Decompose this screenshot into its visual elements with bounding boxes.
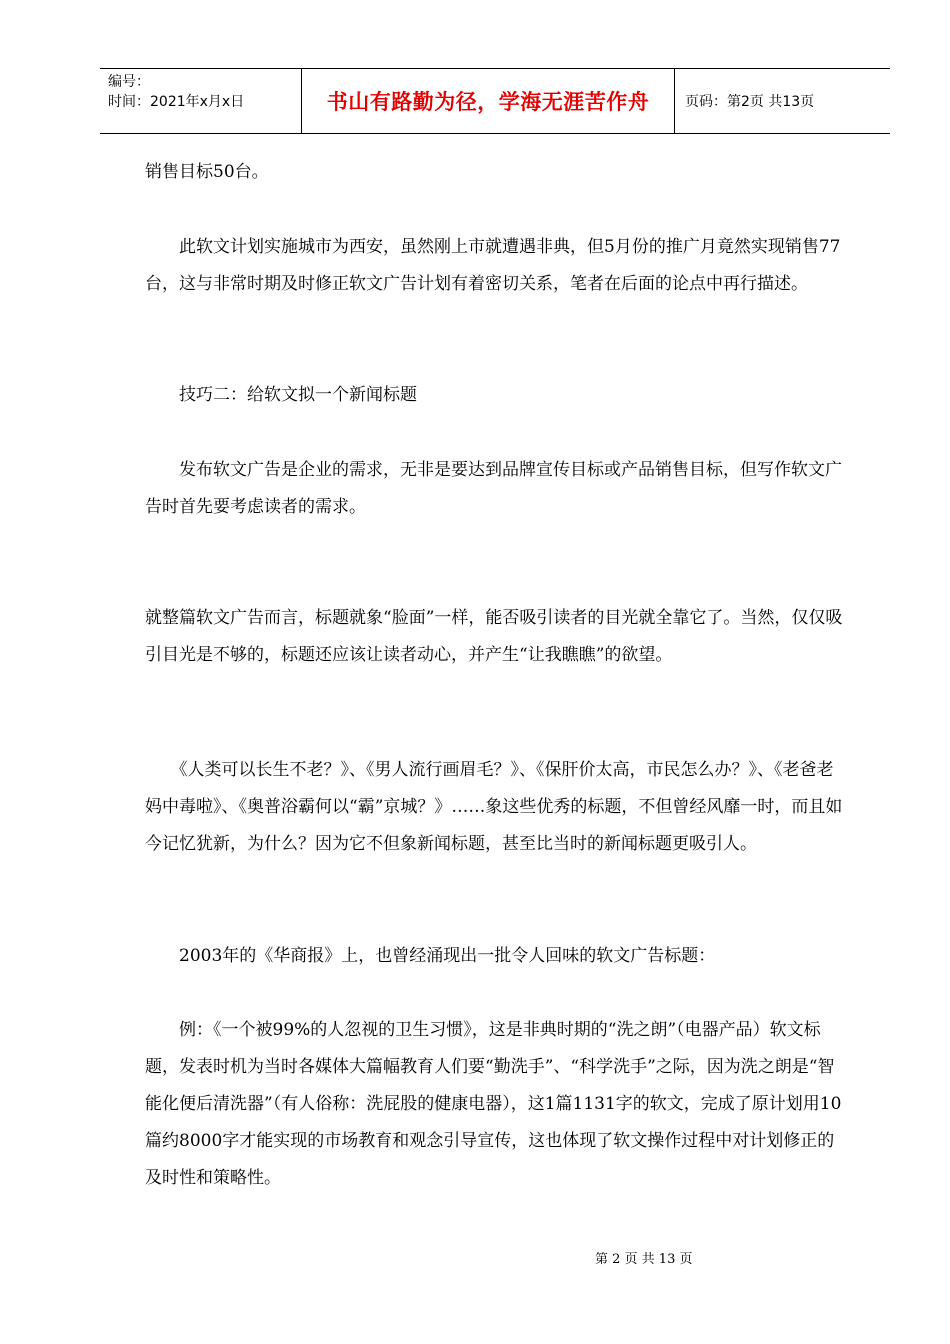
header-motto: 书山有路勤为径，学海无涯苦作舟 [302, 69, 675, 133]
document-number-label: 编号： [108, 74, 150, 90]
paragraph-4: 就整篇软文广告而言，标题就象“脸面”一样，能否吸引读者的目光就全靠它了。当然，仅仅吸引目光是不够的，标题还应该让读者动心，并产生“让我瞧瞧”的欲望。 [145, 608, 843, 665]
header-meta [100, 69, 302, 133]
page-footer: 第 2 页 共 13 页 [595, 1252, 693, 1267]
paragraph-5: 《人类可以长生不老？》、《男人流行画眉毛？》、《保肝价太高，市民怎么办？》、《老爸老妈中毒啦》、《奥普浴霸何以“霸”京城？》……象这些优秀的标题，不但曾经风靡一时，而且如今记忆犹新，为什么？因为它不但象新闻标题，甚至比当时的新闻标题更吸引人。 [145, 760, 843, 854]
paragraph-7: 例：《一个被99%的人忽视的卫生习惯》，这是非典时期的“洗之朗”（电器产品）软文标题，发表时机为当时各媒体大篇幅教育人们要“勤洗手”、“科学洗手”之际，因为洗之朗是“智能化便后清洗器”（有人俗称：洗屁股的健康电器），这1篇1131字的软文，完成了原计划用10篇约8000字才能实现的市场教育和观念引导宣传，这也体现了软文操作过程中对计划修正的及时性和策略性。 [145, 1020, 842, 1188]
paragraph-6: 2003年的《华商报》上，也曾经涌现出一批令人回味的软文广告标题： [145, 946, 716, 966]
paragraph-3: 发布软文广告是企业的需求，无非是要达到品牌宣传目标或产品销售目标，但写作软文广告时首先要考虑读者的需求。 [145, 460, 842, 517]
paragraph-1: 销售目标50台。 [145, 162, 269, 182]
header-page-info: 页码：第2页 共13页 [685, 94, 815, 110]
document-time-label: 时间：2021年x月x日 [108, 94, 245, 110]
paragraph-2: 此软文计划实施城市为西安，虽然刚上市就遭遇非典，但5月份的推广月竟然实现销售77台，这与非常时期及时修正软文广告计划有着密切关系，笔者在后面的论点中再行描述。 [145, 237, 841, 294]
page-header [100, 68, 890, 134]
section-heading: 技巧二：给软文拟一个新闻标题 [145, 385, 417, 405]
